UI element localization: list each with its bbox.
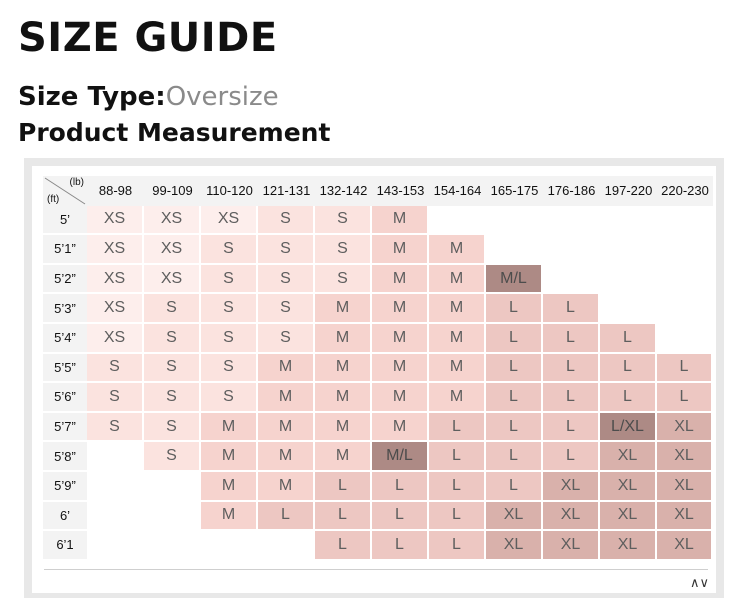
brand-logo-icon: ∧∨	[690, 576, 710, 591]
size-cell: M	[372, 294, 429, 324]
size-cell: M	[258, 413, 315, 443]
height-header: 5’7”	[43, 413, 87, 443]
weight-header: 220-230	[657, 176, 713, 206]
empty-cell	[87, 472, 144, 502]
size-cell: S	[144, 383, 201, 413]
size-type-value: Oversize	[165, 82, 279, 112]
size-cell: S	[144, 294, 201, 324]
table-corner	[43, 176, 87, 206]
size-cell: S	[144, 442, 201, 472]
empty-cell	[144, 531, 201, 561]
size-cell: M	[372, 206, 429, 236]
size-cell: S	[144, 354, 201, 384]
size-cell: L	[543, 354, 600, 384]
size-cell: XL	[600, 472, 657, 502]
weight-header: 143-153	[372, 176, 429, 206]
size-cell: M	[201, 413, 258, 443]
height-header: 6’1	[43, 531, 87, 561]
size-cell: XL	[657, 531, 713, 561]
size-cell: S	[201, 294, 258, 324]
size-cell: L	[600, 354, 657, 384]
size-cell: L	[315, 502, 372, 532]
size-cell: XL	[657, 413, 713, 443]
size-cell: M	[372, 354, 429, 384]
weight-header: 110-120	[201, 176, 258, 206]
size-cell: XS	[87, 294, 144, 324]
size-cell: M	[429, 354, 486, 384]
weight-header: 165-175	[486, 176, 543, 206]
size-cell: S	[315, 235, 372, 265]
size-cell: XS	[87, 235, 144, 265]
size-cell: XS	[144, 206, 201, 236]
size-cell: S	[258, 324, 315, 354]
size-cell: M	[258, 354, 315, 384]
size-cell: S	[201, 324, 258, 354]
size-cell: M	[201, 502, 258, 532]
weight-header: 197-220	[600, 176, 657, 206]
empty-cell	[600, 294, 657, 324]
empty-cell	[144, 472, 201, 502]
size-cell: L	[543, 413, 600, 443]
empty-cell	[657, 265, 713, 295]
page-title: SIZE GUIDE	[18, 15, 278, 61]
empty-cell	[600, 265, 657, 295]
size-cell: S	[87, 413, 144, 443]
weight-header: 176-186	[543, 176, 600, 206]
size-cell: L	[657, 354, 713, 384]
size-cell: M/L	[486, 265, 543, 295]
empty-cell	[657, 206, 713, 236]
size-cell: M	[315, 383, 372, 413]
size-cell: S	[258, 265, 315, 295]
size-cell: XS	[144, 265, 201, 295]
size-cell: M	[372, 413, 429, 443]
size-cell: S	[201, 354, 258, 384]
size-table	[43, 176, 713, 561]
empty-cell	[486, 206, 543, 236]
weight-header: 154-164	[429, 176, 486, 206]
size-cell: M/L	[372, 442, 429, 472]
empty-cell	[87, 502, 144, 532]
size-cell: L	[486, 413, 543, 443]
size-cell: M	[429, 294, 486, 324]
height-header: 5’9”	[43, 472, 87, 502]
size-cell: S	[144, 413, 201, 443]
weight-unit: (lb)	[69, 177, 84, 188]
size-cell: L	[657, 383, 713, 413]
empty-cell	[201, 531, 258, 561]
weight-header: 132-142	[315, 176, 372, 206]
size-cell: XS	[87, 206, 144, 236]
empty-cell	[87, 531, 144, 561]
height-header: 5’3”	[43, 294, 87, 324]
size-cell: S	[87, 354, 144, 384]
size-type-label: Size Type:	[18, 82, 166, 112]
size-cell: M	[372, 235, 429, 265]
height-header: 5’5”	[43, 354, 87, 384]
size-cell: L	[315, 531, 372, 561]
size-cell: XS	[87, 324, 144, 354]
size-cell: L	[543, 383, 600, 413]
empty-cell	[258, 531, 315, 561]
empty-cell	[543, 206, 600, 236]
size-cell: L	[372, 472, 429, 502]
size-cell: M	[372, 265, 429, 295]
height-header: 5’	[43, 206, 87, 236]
size-cell: L	[486, 294, 543, 324]
size-cell: M	[429, 383, 486, 413]
empty-cell	[600, 235, 657, 265]
empty-cell	[429, 206, 486, 236]
size-cell: S	[201, 235, 258, 265]
size-cell: S	[87, 383, 144, 413]
weight-header: 121-131	[258, 176, 315, 206]
height-header: 5’8”	[43, 442, 87, 472]
size-cell: L	[600, 383, 657, 413]
size-cell: M	[315, 324, 372, 354]
size-cell: XL	[543, 502, 600, 532]
size-cell: XS	[87, 265, 144, 295]
weight-header: 99-109	[144, 176, 201, 206]
empty-cell	[543, 265, 600, 295]
size-cell: L	[543, 294, 600, 324]
size-cell: S	[258, 235, 315, 265]
size-cell: L	[486, 383, 543, 413]
height-header: 6’	[43, 502, 87, 532]
size-type	[18, 80, 279, 114]
size-cell: XL	[600, 442, 657, 472]
size-cell: S	[201, 383, 258, 413]
size-cell: L	[429, 502, 486, 532]
size-cell: L/XL	[600, 413, 657, 443]
empty-cell	[543, 235, 600, 265]
divider	[44, 569, 708, 570]
size-cell: L	[486, 324, 543, 354]
size-cell: L	[258, 502, 315, 532]
height-unit: (ft)	[47, 193, 60, 205]
size-cell: M	[315, 413, 372, 443]
size-cell: M	[315, 442, 372, 472]
size-cell: M	[258, 442, 315, 472]
size-cell: S	[315, 265, 372, 295]
size-cell: M	[201, 472, 258, 502]
height-header: 5’2”	[43, 265, 87, 295]
height-header: 5’4”	[43, 324, 87, 354]
height-header: 5’1”	[43, 235, 87, 265]
size-cell: S	[258, 206, 315, 236]
size-cell: L	[486, 354, 543, 384]
size-cell: M	[258, 383, 315, 413]
empty-cell	[657, 294, 713, 324]
size-cell: M	[372, 324, 429, 354]
size-cell: XS	[144, 235, 201, 265]
size-cell: M	[429, 265, 486, 295]
size-cell: M	[258, 472, 315, 502]
empty-cell	[144, 502, 201, 532]
section-title: Product Measurement	[18, 118, 331, 147]
size-cell: L	[429, 531, 486, 561]
size-cell: M	[201, 442, 258, 472]
size-cell: L	[315, 472, 372, 502]
empty-cell	[600, 206, 657, 236]
size-cell: S	[258, 294, 315, 324]
empty-cell	[657, 324, 713, 354]
size-cell: L	[429, 472, 486, 502]
size-cell: M	[315, 294, 372, 324]
size-cell: M	[372, 383, 429, 413]
height-header: 5’6”	[43, 383, 87, 413]
size-cell: M	[429, 235, 486, 265]
size-cell: L	[543, 324, 600, 354]
weight-header: 88-98	[87, 176, 144, 206]
size-cell: M	[429, 324, 486, 354]
size-cell: XL	[600, 502, 657, 532]
size-cell: XL	[600, 531, 657, 561]
size-cell: L	[372, 531, 429, 561]
size-cell: L	[486, 442, 543, 472]
size-cell: XL	[486, 531, 543, 561]
size-cell: XL	[657, 502, 713, 532]
size-cell: L	[600, 324, 657, 354]
size-cell: XL	[543, 472, 600, 502]
size-cell: XL	[657, 442, 713, 472]
size-cell: S	[144, 324, 201, 354]
size-cell: L	[429, 442, 486, 472]
empty-cell	[657, 235, 713, 265]
empty-cell	[87, 442, 144, 472]
size-cell: XL	[543, 531, 600, 561]
size-cell: XL	[486, 502, 543, 532]
empty-cell	[486, 235, 543, 265]
size-cell: L	[429, 413, 486, 443]
size-cell: S	[315, 206, 372, 236]
size-cell: L	[543, 442, 600, 472]
size-cell: L	[486, 472, 543, 502]
size-cell: S	[201, 265, 258, 295]
size-cell: M	[315, 354, 372, 384]
size-cell: XL	[657, 472, 713, 502]
size-cell: XS	[201, 206, 258, 236]
size-cell: L	[372, 502, 429, 532]
